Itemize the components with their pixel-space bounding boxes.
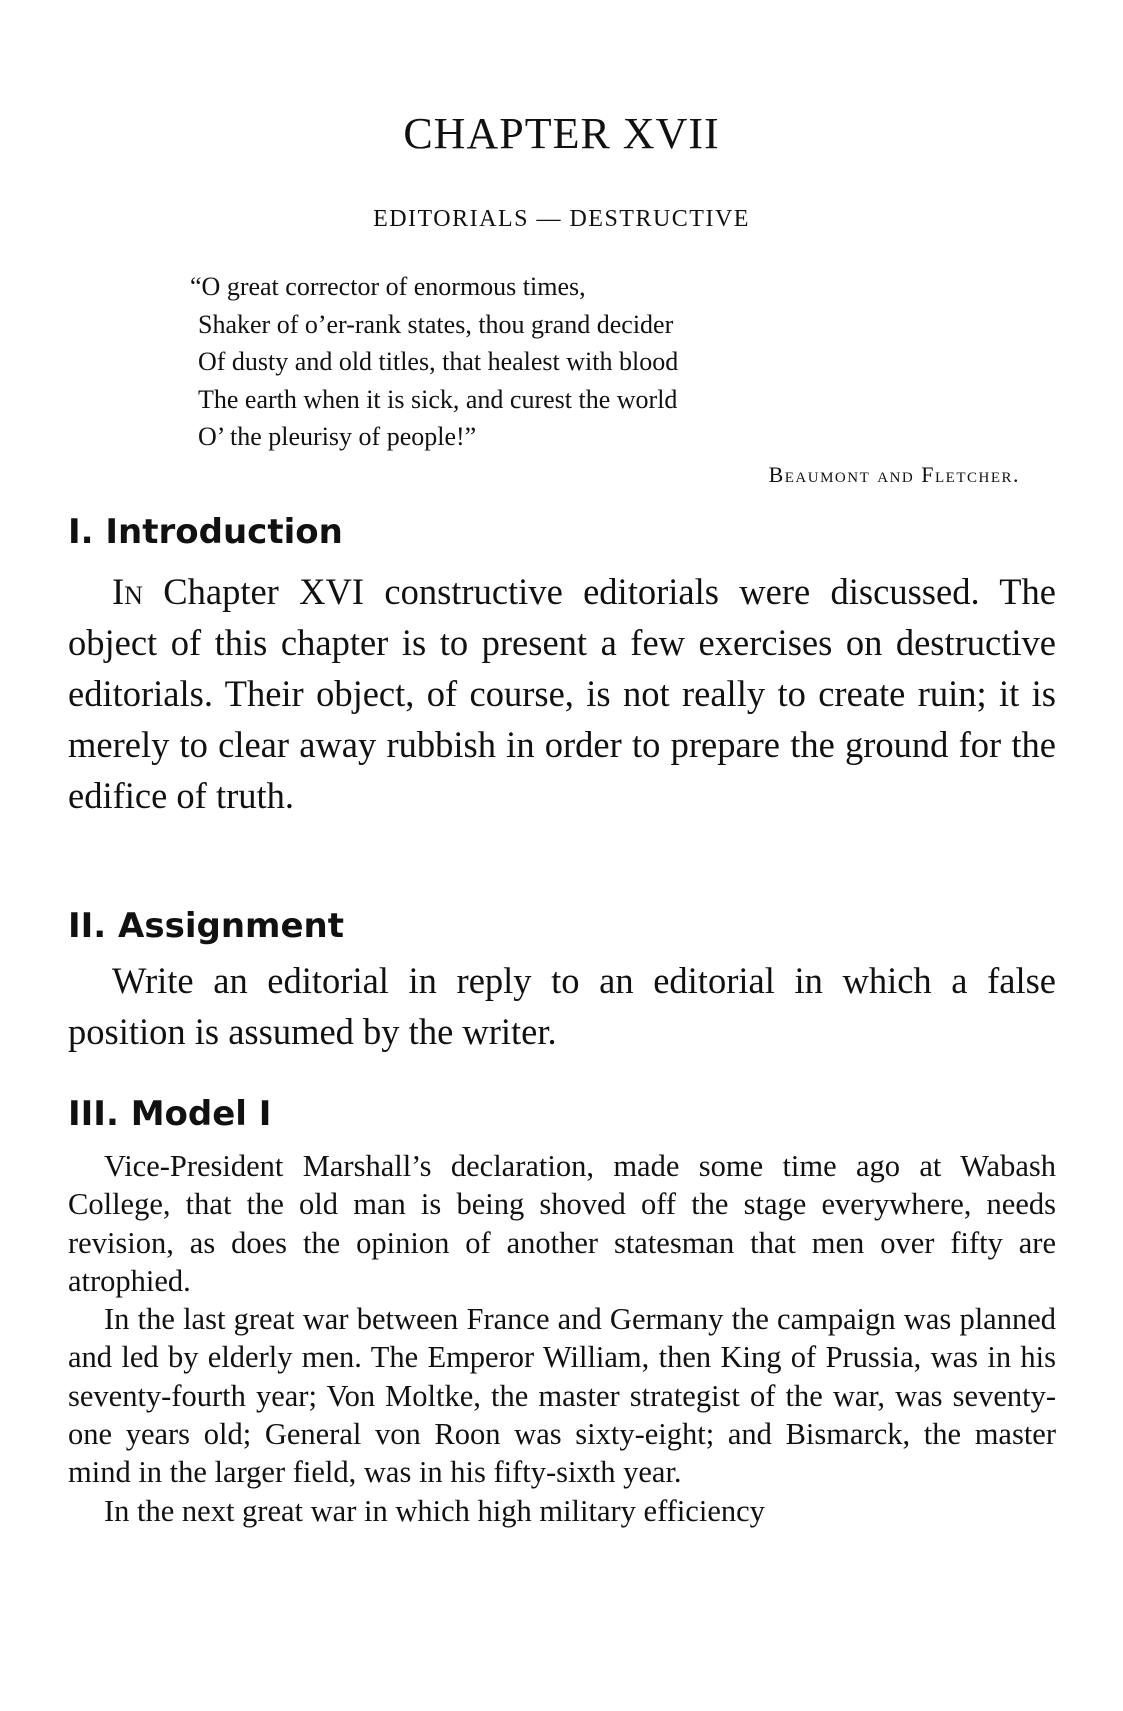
chapter-title: CHAPTER XVII (403, 109, 720, 158)
epigraph-line: O’ the pleurisy of people!” (198, 422, 477, 451)
section-heading-model: III. Model I (68, 1094, 272, 1134)
epigraph-line: “O great corrector of enormous times, (190, 272, 586, 301)
epigraph-line: Shaker of o’er-rank states, thou grand decider (198, 309, 674, 339)
epigraph-line: Of dusty and old titles, that healest with blood (198, 347, 679, 376)
section-heading-introduction: I. Introduction (68, 512, 343, 552)
introduction-paragraph (68, 566, 1056, 821)
model-body (68, 1147, 1056, 1530)
lead-word: In (112, 571, 143, 612)
epigraph-attribution: Beaumont and Fletcher. (768, 462, 1020, 487)
chapter-subtitle: EDITORIALS — DESTRUCTIVE (373, 206, 750, 232)
section-heading-assignment: II. Assignment (68, 906, 344, 946)
introduction-body (68, 566, 1056, 821)
epigraph (190, 268, 679, 456)
epigraph-line: The earth when it is sick, and curest the world (198, 384, 678, 414)
model-paragraph: In the last great war between France and Germany the campaign was planned and led by elderly men. The Emperor William, then King of Prussia, was in his seventy-fourth year; Von Moltke, the master strategist of the war, was seventy-one years old; General von Roon was sixty-eight; and Bismarck, the master mind in the larger field, was in his fifty-sixth year. (68, 1302, 1056, 1490)
assignment-body (68, 955, 1056, 1057)
model-paragraph: Vice-President Marshall’s declaration, made some time ago at Wabash College, that the old man is being shoved off the stage everywhere, needs revision, as does the opinion of another statesman that men over fifty are atrophied. (68, 1149, 1056, 1298)
model-paragraph: In the next great war in which high military efficiency (104, 1493, 765, 1528)
introduction-text: Chapter XVI constructive editorials were discussed. The object of this chapter is to present a few exercises on destructive editorials. Their object, of course, is not really to create ruin; it is merely to clear away rubbish in order to prepare the ground for the edifice of truth. (68, 571, 1056, 816)
assignment-paragraph: Write an editorial in reply to an editorial in which a false position is assumed by the writer. (68, 960, 1056, 1052)
